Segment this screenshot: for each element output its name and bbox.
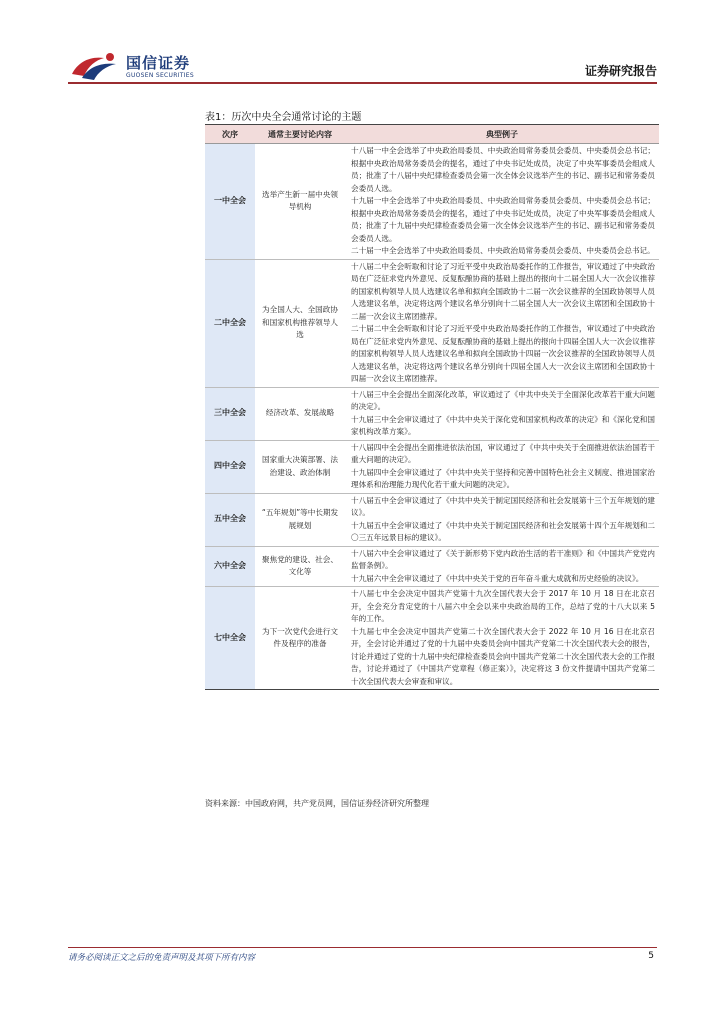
row-examples <box>345 587 659 690</box>
example-paragraph: 十八届二中全会听取和讨论了习近平受中央政治局委托作的工作报告，审议通过了中央政治局在广泛征求党内外意见、反复酝酿协商的基础上提出的报向十二届全国人大一次会议推荐的国家机构领导人员人选建议名单和拟向全国政协十二届一次会议推荐的全国政协领导人员人选建议名单，决定将这两个建议名单分别向十二届全国人大一次会议主席团和全国政协十二届一次会议主席团推荐。 <box>351 261 655 321</box>
table-row <box>205 587 659 690</box>
row-examples <box>345 144 659 260</box>
example-paragraph: 十九届四中全会审议通过了《中共中央关于坚持和完善中国特色社会主义制度、推进国家治理体系和治理能力现代化若干重大问题的决定》。 <box>351 467 655 489</box>
logo-text-cn: 国信证券 <box>126 54 191 72</box>
row-order: 四中全会 <box>205 440 255 493</box>
report-type-label: 证券研究报告 <box>584 64 657 78</box>
header-examples: 典型例子 <box>345 125 659 144</box>
logo-text-en: GUOSEN SECURITIES <box>126 72 195 79</box>
footer-divider <box>68 947 657 948</box>
example-paragraph: 十八届七中全会决定中国共产党第十九次全国代表大会于 2017 年 10 月 18 日在北京召开，全会充分肯定党的十八届六中全会以来中央政治局的工作，总结了党的十八大以来 5 年的工作。 <box>351 589 655 623</box>
example-paragraph: 十九届七中全会决定中国共产党第二十次全国代表大会于 2022 年 10 月 16 日在北京召开，全会讨论并通过了党的十九届中央委员会向中国共产党第二十次全国代表大会的报告，讨论并通过了党的十九届中央纪律检查委员会向中国共产党第二十次全国代表大会的工作报告，讨论并通过了《中国共产党章程（修正案）》，决定将这 3 份文件提请中国共产党第二十次全国代表大会审查和审议。 <box>351 626 655 686</box>
example-paragraph: 十九届一中全会选举了中央政治局委员、中央政治局常务委员会委员、中央委员会总书记；根据中央政治局常务委员会的提名，通过了中央书记处成员，决定了中央军事委员会组成人员；批准了十九届中央纪律检查委员会第一次全体会议选举产生的书记、副书记和常务委员会委员人选。 <box>351 196 655 243</box>
row-topic: 为下一次党代会进行文件及程序的准备 <box>255 587 345 690</box>
header-order: 次序 <box>205 125 255 144</box>
row-order: 三中全会 <box>205 387 255 440</box>
table-row <box>205 259 659 387</box>
example-paragraph: 十八届四中全会提出全面推进依法治国，审议通过了《中共中央关于全面推进依法治国若干重大问题的决定》。 <box>351 442 655 464</box>
row-examples <box>345 440 659 493</box>
row-topic: 国家重大决策部署、法治建设、政治体制 <box>255 440 345 493</box>
row-order: 一中全会 <box>205 144 255 260</box>
example-paragraph: 二十届二中全会听取和讨论了习近平受中央政治局委托作的工作报告，审议通过了中央政治局在广泛征求党内外意见、反复酝酿协商的基础上提出的报向十四届全国人大一次会议推荐的国家机构领导人员人选建议名单和拟向全国政协十四届一次会议推荐的全国政协领导人员人选建议名单，决定将这两个建议名单分别向十四届全国人大一次会议主席团和全国政协十四届一次会议主席团推荐。 <box>351 324 655 383</box>
row-topic: 为全国人大、全国政协和国家机构推荐领导人选 <box>255 259 345 387</box>
table-row <box>205 387 659 440</box>
row-examples <box>345 387 659 440</box>
row-examples <box>345 493 659 546</box>
header-topic: 通常主要讨论内容 <box>255 125 345 144</box>
header-divider <box>68 82 657 84</box>
table-header-row <box>205 125 659 144</box>
row-order: 五中全会 <box>205 493 255 546</box>
source-note: 资料来源：中国政府网，共产党员网，国信证券经济研究所整理 <box>205 799 429 808</box>
table-row <box>205 493 659 546</box>
row-topic: 聚焦党的建设、社会、文化等 <box>255 546 345 587</box>
example-paragraph: 十九届六中全会审议通过了《中共中央关于党的百年奋斗重大成就和历史经验的决议》。 <box>351 573 644 583</box>
table-caption: 表1：历次中央全会通常讨论的主题 <box>205 112 362 123</box>
example-paragraph: 二十届一中全会选举了中央政治局委员、中央政治局常务委员会委员、中央委员会总书记。 <box>351 246 655 255</box>
row-topic: 选举产生新一届中央领导机构 <box>255 144 345 260</box>
example-paragraph: 十八届六中全会审议通过了《关于新形势下党内政治生活的若干准则》和《中国共产党党内监督条例》。 <box>351 548 655 570</box>
table-row <box>205 546 659 587</box>
row-topic: 经济改革、发展战略 <box>255 387 345 440</box>
row-examples <box>345 259 659 387</box>
example-paragraph: 十九届三中全会审议通过了《中共中央关于深化党和国家机构改革的决定》和《深化党和国家机构改革方案》。 <box>351 414 655 436</box>
example-paragraph: 十九届五中全会审议通过了《中共中央关于制定国民经济和社会发展第十四个五年规划和二〇三五年远景目标的建议》。 <box>351 520 655 542</box>
page-number: 5 <box>648 951 654 961</box>
example-paragraph: 十八届一中全会选举了中央政治局委员、中央政治局常务委员会委员、中央委员会总书记；根据中央政治局常务委员会的提名，通过了中央书记处成员，决定了中央军事委员会组成人员；批准了十八届中央纪律检查委员会第一次全体会议选举产生的书记、副书记和常务委员会委员人选。 <box>351 146 655 193</box>
table-row <box>205 144 659 260</box>
company-logo <box>70 52 220 84</box>
row-order: 六中全会 <box>205 546 255 587</box>
table-row <box>205 440 659 493</box>
plenary-topics-table <box>205 124 659 690</box>
example-paragraph: 十八届五中全会审议通过了《中共中央关于制定国民经济和社会发展第十三个五年规划的建议》。 <box>351 495 655 517</box>
guosen-logo-icon <box>70 52 122 82</box>
footer-disclaimer: 请务必阅读正文之后的免责声明及其项下所有内容 <box>68 953 256 963</box>
example-paragraph: 十八届三中全会提出全面深化改革，审议通过了《中共中央关于全面深化改革若干重大问题的决定》。 <box>351 389 655 411</box>
row-order: 七中全会 <box>205 587 255 690</box>
page-header <box>0 0 724 90</box>
row-examples <box>345 546 659 587</box>
row-order: 二中全会 <box>205 259 255 387</box>
row-topic: “五年规划”等中长期发展规划 <box>255 493 345 546</box>
